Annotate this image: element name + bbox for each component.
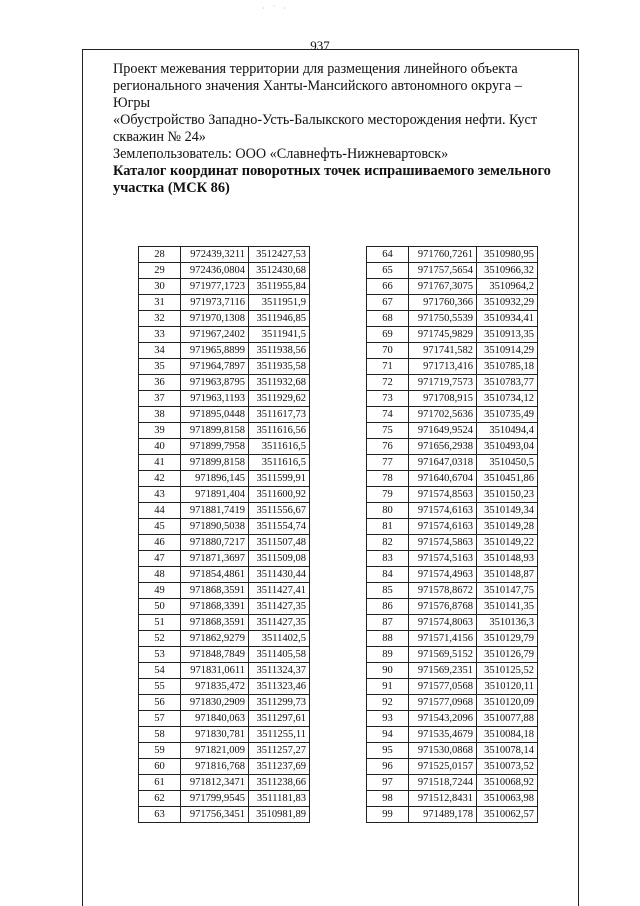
- point-number-cell: 62: [139, 791, 181, 807]
- y-coordinate-cell: 3511255,11: [249, 727, 310, 743]
- table-row: [367, 343, 538, 359]
- y-coordinate-cell: 3510913,35: [477, 327, 538, 343]
- x-coordinate-cell: 971512,8431: [409, 791, 477, 807]
- x-coordinate-cell: 971899,8158: [181, 455, 249, 471]
- table-row: [367, 503, 538, 519]
- catalog-title: Каталог координат поворотных точек испрашиваемого земельного участка (МСК 86): [113, 163, 551, 196]
- y-coordinate-cell: 3510147,75: [477, 583, 538, 599]
- point-number-cell: 75: [367, 423, 409, 439]
- y-coordinate-cell: 3510149,34: [477, 503, 538, 519]
- y-coordinate-cell: 3510980,95: [477, 247, 538, 263]
- point-number-cell: 44: [139, 503, 181, 519]
- x-coordinate-cell: 971719,7573: [409, 375, 477, 391]
- table-row: [367, 807, 538, 823]
- point-number-cell: 93: [367, 711, 409, 727]
- point-number-cell: 77: [367, 455, 409, 471]
- y-coordinate-cell: 3511600,92: [249, 487, 310, 503]
- table-row: [139, 247, 310, 263]
- table-row: [367, 327, 538, 343]
- table-row: [139, 695, 310, 711]
- point-number-cell: 58: [139, 727, 181, 743]
- point-number-cell: 32: [139, 311, 181, 327]
- table-row: [367, 295, 538, 311]
- point-number-cell: 84: [367, 567, 409, 583]
- x-coordinate-cell: 971963,1193: [181, 391, 249, 407]
- x-coordinate-cell: 971970,1308: [181, 311, 249, 327]
- point-number-cell: 70: [367, 343, 409, 359]
- y-coordinate-cell: 3510126,79: [477, 647, 538, 663]
- x-coordinate-cell: 971899,8158: [181, 423, 249, 439]
- table-row: [139, 455, 310, 471]
- table-row: [367, 471, 538, 487]
- y-coordinate-cell: 3510149,22: [477, 535, 538, 551]
- table-row: [139, 487, 310, 503]
- point-number-cell: 98: [367, 791, 409, 807]
- y-coordinate-cell: 3511507,48: [249, 535, 310, 551]
- y-coordinate-cell: 3511932,68: [249, 375, 310, 391]
- y-coordinate-cell: 3510494,4: [477, 423, 538, 439]
- y-coordinate-cell: 3510120,09: [477, 695, 538, 711]
- point-number-cell: 76: [367, 439, 409, 455]
- table-row: [367, 423, 538, 439]
- table-row: [139, 711, 310, 727]
- table-row: [139, 551, 310, 567]
- x-coordinate-cell: 971489,178: [409, 807, 477, 823]
- y-coordinate-cell: 3511946,85: [249, 311, 310, 327]
- point-number-cell: 69: [367, 327, 409, 343]
- point-number-cell: 72: [367, 375, 409, 391]
- y-coordinate-cell: 3510150,23: [477, 487, 538, 503]
- table-row: [367, 775, 538, 791]
- x-coordinate-cell: 971708,915: [409, 391, 477, 407]
- y-coordinate-cell: 3510062,57: [477, 807, 538, 823]
- table-row: [367, 599, 538, 615]
- x-coordinate-cell: 971543,2096: [409, 711, 477, 727]
- point-number-cell: 52: [139, 631, 181, 647]
- table-row: [139, 423, 310, 439]
- point-number-cell: 46: [139, 535, 181, 551]
- point-number-cell: 41: [139, 455, 181, 471]
- y-coordinate-cell: 3511299,73: [249, 695, 310, 711]
- x-coordinate-cell: 971574,6163: [409, 503, 477, 519]
- table-row: [367, 359, 538, 375]
- table-row: [139, 535, 310, 551]
- table-row: [367, 311, 538, 327]
- y-coordinate-cell: 3510735,49: [477, 407, 538, 423]
- table-row: [139, 599, 310, 615]
- point-number-cell: 38: [139, 407, 181, 423]
- table-row: [139, 391, 310, 407]
- point-number-cell: 78: [367, 471, 409, 487]
- x-coordinate-cell: 971848,7849: [181, 647, 249, 663]
- x-coordinate-cell: 971647,0318: [409, 455, 477, 471]
- x-coordinate-cell: 971964,7897: [181, 359, 249, 375]
- table-row: [139, 743, 310, 759]
- table-row: [139, 311, 310, 327]
- y-coordinate-cell: 3510073,52: [477, 759, 538, 775]
- table-row: [367, 727, 538, 743]
- x-coordinate-cell: 971576,8768: [409, 599, 477, 615]
- table-row: [139, 807, 310, 823]
- x-coordinate-cell: 971868,3591: [181, 583, 249, 599]
- table-row: [367, 711, 538, 727]
- table-row: [367, 663, 538, 679]
- point-number-cell: 99: [367, 807, 409, 823]
- y-coordinate-cell: 3511929,62: [249, 391, 310, 407]
- y-coordinate-cell: 3510734,12: [477, 391, 538, 407]
- x-coordinate-cell: 971868,3591: [181, 615, 249, 631]
- x-coordinate-cell: 971702,5636: [409, 407, 477, 423]
- point-number-cell: 29: [139, 263, 181, 279]
- x-coordinate-cell: 971518,7244: [409, 775, 477, 791]
- point-number-cell: 45: [139, 519, 181, 535]
- y-coordinate-cell: 3511324,37: [249, 663, 310, 679]
- y-coordinate-cell: 3510129,79: [477, 631, 538, 647]
- table-row: [367, 375, 538, 391]
- y-coordinate-cell: 3511181,83: [249, 791, 310, 807]
- x-coordinate-cell: 971965,8899: [181, 343, 249, 359]
- y-coordinate-cell: 3511617,73: [249, 407, 310, 423]
- table-row: [367, 263, 538, 279]
- table-row: [367, 759, 538, 775]
- header-line: регионального значения Ханты-Мансийского автономного округа – Югры: [113, 78, 522, 111]
- x-coordinate-cell: 971767,3075: [409, 279, 477, 295]
- y-coordinate-cell: 3510148,87: [477, 567, 538, 583]
- x-coordinate-cell: 971569,2351: [409, 663, 477, 679]
- table-row: [367, 679, 538, 695]
- y-coordinate-cell: 3512427,53: [249, 247, 310, 263]
- y-coordinate-cell: 3511955,84: [249, 279, 310, 295]
- y-coordinate-cell: 3511616,56: [249, 423, 310, 439]
- table-row: [367, 487, 538, 503]
- point-number-cell: 66: [367, 279, 409, 295]
- table-row: [139, 759, 310, 775]
- point-number-cell: 50: [139, 599, 181, 615]
- x-coordinate-cell: 972436,0804: [181, 263, 249, 279]
- y-coordinate-cell: 3510450,5: [477, 455, 538, 471]
- y-coordinate-cell: 3510141,35: [477, 599, 538, 615]
- point-number-cell: 31: [139, 295, 181, 311]
- table-row: [367, 615, 538, 631]
- x-coordinate-cell: 971831,0611: [181, 663, 249, 679]
- x-coordinate-cell: 971967,2402: [181, 327, 249, 343]
- point-number-cell: 55: [139, 679, 181, 695]
- coordinates-table-right: [366, 246, 538, 823]
- table-row: [139, 471, 310, 487]
- y-coordinate-cell: 3511427,35: [249, 615, 310, 631]
- point-number-cell: 49: [139, 583, 181, 599]
- x-coordinate-cell: 971535,4679: [409, 727, 477, 743]
- y-coordinate-cell: 3511257,27: [249, 743, 310, 759]
- table-row: [367, 279, 538, 295]
- table-row: [139, 407, 310, 423]
- x-coordinate-cell: 971896,145: [181, 471, 249, 487]
- x-coordinate-cell: 971574,8063: [409, 615, 477, 631]
- x-coordinate-cell: 971812,3471: [181, 775, 249, 791]
- table-row: [367, 583, 538, 599]
- point-number-cell: 54: [139, 663, 181, 679]
- x-coordinate-cell: 971862,9279: [181, 631, 249, 647]
- table-row: [367, 551, 538, 567]
- x-coordinate-cell: 971571,4156: [409, 631, 477, 647]
- point-number-cell: 73: [367, 391, 409, 407]
- coordinates-table-left: [138, 246, 310, 823]
- point-number-cell: 81: [367, 519, 409, 535]
- table-row: [367, 791, 538, 807]
- x-coordinate-cell: 971821,009: [181, 743, 249, 759]
- x-coordinate-cell: 971741,582: [409, 343, 477, 359]
- x-coordinate-cell: 971899,7958: [181, 439, 249, 455]
- table-row: [367, 439, 538, 455]
- point-number-cell: 63: [139, 807, 181, 823]
- point-number-cell: 86: [367, 599, 409, 615]
- x-coordinate-cell: 971835,472: [181, 679, 249, 695]
- y-coordinate-cell: 3510077,88: [477, 711, 538, 727]
- x-coordinate-cell: 971799,9545: [181, 791, 249, 807]
- y-coordinate-cell: 3511938,56: [249, 343, 310, 359]
- point-number-cell: 40: [139, 439, 181, 455]
- x-coordinate-cell: 971756,3451: [181, 807, 249, 823]
- y-coordinate-cell: 3510964,2: [477, 279, 538, 295]
- table-row: [139, 503, 310, 519]
- table-row: [139, 263, 310, 279]
- point-number-cell: 53: [139, 647, 181, 663]
- header-line: скважин № 24»: [113, 129, 206, 145]
- table-row: [367, 743, 538, 759]
- point-number-cell: 43: [139, 487, 181, 503]
- y-coordinate-cell: 3510493,04: [477, 439, 538, 455]
- table-row: [139, 567, 310, 583]
- point-number-cell: 89: [367, 647, 409, 663]
- x-coordinate-cell: 971649,9524: [409, 423, 477, 439]
- y-coordinate-cell: 3511554,74: [249, 519, 310, 535]
- header-line: «Обустройство Западно-Усть-Балыкского месторождения нефти. Куст: [113, 112, 538, 128]
- table-row: [139, 583, 310, 599]
- y-coordinate-cell: 3510981,89: [249, 807, 310, 823]
- point-number-cell: 82: [367, 535, 409, 551]
- table-row: [139, 663, 310, 679]
- x-coordinate-cell: 971750,5539: [409, 311, 477, 327]
- x-coordinate-cell: 971871,3697: [181, 551, 249, 567]
- y-coordinate-cell: 3511402,5: [249, 631, 310, 647]
- y-coordinate-cell: 3510125,52: [477, 663, 538, 679]
- table-row: [367, 535, 538, 551]
- y-coordinate-cell: 3511941,5: [249, 327, 310, 343]
- x-coordinate-cell: 972439,3211: [181, 247, 249, 263]
- x-coordinate-cell: 971816,768: [181, 759, 249, 775]
- table-row: [139, 791, 310, 807]
- y-coordinate-cell: 3511323,46: [249, 679, 310, 695]
- table-row: [139, 727, 310, 743]
- point-number-cell: 64: [367, 247, 409, 263]
- table-row: [139, 615, 310, 631]
- y-coordinate-cell: 3510084,18: [477, 727, 538, 743]
- y-coordinate-cell: 3510966,32: [477, 263, 538, 279]
- point-number-cell: 88: [367, 631, 409, 647]
- point-number-cell: 65: [367, 263, 409, 279]
- y-coordinate-cell: 3510148,93: [477, 551, 538, 567]
- y-coordinate-cell: 3511616,5: [249, 455, 310, 471]
- point-number-cell: 48: [139, 567, 181, 583]
- point-number-cell: 94: [367, 727, 409, 743]
- x-coordinate-cell: 971963,8795: [181, 375, 249, 391]
- table-row: [139, 279, 310, 295]
- land-user-line: Землепользователь: ООО «Славнефть-Нижневартовск»: [113, 146, 449, 162]
- point-number-cell: 67: [367, 295, 409, 311]
- point-number-cell: 28: [139, 247, 181, 263]
- table-row: [139, 375, 310, 391]
- x-coordinate-cell: 971656,2938: [409, 439, 477, 455]
- table-row: [367, 647, 538, 663]
- y-coordinate-cell: 3510136,3: [477, 615, 538, 631]
- x-coordinate-cell: 971574,4963: [409, 567, 477, 583]
- table-row: [139, 631, 310, 647]
- y-coordinate-cell: 3512430,68: [249, 263, 310, 279]
- table-row: [367, 391, 538, 407]
- point-number-cell: 56: [139, 695, 181, 711]
- y-coordinate-cell: 3510063,98: [477, 791, 538, 807]
- table-row: [367, 695, 538, 711]
- table-row: [139, 439, 310, 455]
- table-row: [139, 679, 310, 695]
- point-number-cell: 83: [367, 551, 409, 567]
- point-number-cell: 95: [367, 743, 409, 759]
- x-coordinate-cell: 971713,416: [409, 359, 477, 375]
- x-coordinate-cell: 971757,5654: [409, 263, 477, 279]
- point-number-cell: 74: [367, 407, 409, 423]
- y-coordinate-cell: 3511237,69: [249, 759, 310, 775]
- table-row: [367, 519, 538, 535]
- x-coordinate-cell: 971895,0448: [181, 407, 249, 423]
- header-line: Проект межевания территории для размещения линейного объекта: [113, 61, 518, 77]
- x-coordinate-cell: 971854,4861: [181, 567, 249, 583]
- table-row: [139, 343, 310, 359]
- y-coordinate-cell: 3511509,08: [249, 551, 310, 567]
- point-number-cell: 60: [139, 759, 181, 775]
- y-coordinate-cell: 3510932,29: [477, 295, 538, 311]
- point-number-cell: 51: [139, 615, 181, 631]
- point-number-cell: 36: [139, 375, 181, 391]
- x-coordinate-cell: 971973,7116: [181, 295, 249, 311]
- table-row: [367, 455, 538, 471]
- x-coordinate-cell: 971977,1723: [181, 279, 249, 295]
- point-number-cell: 57: [139, 711, 181, 727]
- x-coordinate-cell: 971881,7419: [181, 503, 249, 519]
- x-coordinate-cell: 971760,366: [409, 295, 477, 311]
- x-coordinate-cell: 971530,0868: [409, 743, 477, 759]
- point-number-cell: 47: [139, 551, 181, 567]
- x-coordinate-cell: 971891,404: [181, 487, 249, 503]
- x-coordinate-cell: 971574,8563: [409, 487, 477, 503]
- y-coordinate-cell: 3511427,35: [249, 599, 310, 615]
- point-number-cell: 87: [367, 615, 409, 631]
- y-coordinate-cell: 3510914,29: [477, 343, 538, 359]
- y-coordinate-cell: 3511238,66: [249, 775, 310, 791]
- table-row: [367, 631, 538, 647]
- scan-artifact: · ˙ ·: [262, 4, 289, 13]
- table-row: [139, 327, 310, 343]
- y-coordinate-cell: 3510078,14: [477, 743, 538, 759]
- x-coordinate-cell: 971868,3391: [181, 599, 249, 615]
- point-number-cell: 96: [367, 759, 409, 775]
- point-number-cell: 33: [139, 327, 181, 343]
- x-coordinate-cell: 971577,0568: [409, 679, 477, 695]
- page-number: 937: [310, 38, 330, 53]
- document-header: [113, 61, 553, 163]
- y-coordinate-cell: 3511935,58: [249, 359, 310, 375]
- y-coordinate-cell: 3510783,77: [477, 375, 538, 391]
- point-number-cell: 90: [367, 663, 409, 679]
- x-coordinate-cell: 971880,7217: [181, 535, 249, 551]
- y-coordinate-cell: 3511951,9: [249, 295, 310, 311]
- point-number-cell: 80: [367, 503, 409, 519]
- x-coordinate-cell: 971890,5038: [181, 519, 249, 535]
- point-number-cell: 42: [139, 471, 181, 487]
- point-number-cell: 37: [139, 391, 181, 407]
- table-row: [367, 407, 538, 423]
- x-coordinate-cell: 971574,5163: [409, 551, 477, 567]
- y-coordinate-cell: 3511430,44: [249, 567, 310, 583]
- y-coordinate-cell: 3510068,92: [477, 775, 538, 791]
- y-coordinate-cell: 3511616,5: [249, 439, 310, 455]
- point-number-cell: 34: [139, 343, 181, 359]
- point-number-cell: 97: [367, 775, 409, 791]
- x-coordinate-cell: 971569,5152: [409, 647, 477, 663]
- y-coordinate-cell: 3510934,41: [477, 311, 538, 327]
- table-row: [139, 359, 310, 375]
- point-number-cell: 91: [367, 679, 409, 695]
- point-number-cell: 79: [367, 487, 409, 503]
- y-coordinate-cell: 3511599,91: [249, 471, 310, 487]
- x-coordinate-cell: 971745,9829: [409, 327, 477, 343]
- point-number-cell: 30: [139, 279, 181, 295]
- point-number-cell: 92: [367, 695, 409, 711]
- y-coordinate-cell: 3511556,67: [249, 503, 310, 519]
- x-coordinate-cell: 971640,6704: [409, 471, 477, 487]
- point-number-cell: 85: [367, 583, 409, 599]
- point-number-cell: 59: [139, 743, 181, 759]
- x-coordinate-cell: 971525,0157: [409, 759, 477, 775]
- y-coordinate-cell: 3510149,28: [477, 519, 538, 535]
- x-coordinate-cell: 971577,0968: [409, 695, 477, 711]
- point-number-cell: 35: [139, 359, 181, 375]
- point-number-cell: 61: [139, 775, 181, 791]
- y-coordinate-cell: 3511405,58: [249, 647, 310, 663]
- table-row: [139, 295, 310, 311]
- x-coordinate-cell: 971830,781: [181, 727, 249, 743]
- y-coordinate-cell: 3511297,61: [249, 711, 310, 727]
- x-coordinate-cell: 971574,5863: [409, 535, 477, 551]
- table-row: [139, 519, 310, 535]
- y-coordinate-cell: 3511427,41: [249, 583, 310, 599]
- point-number-cell: 68: [367, 311, 409, 327]
- x-coordinate-cell: 971578,8672: [409, 583, 477, 599]
- table-row: [139, 647, 310, 663]
- y-coordinate-cell: 3510120,11: [477, 679, 538, 695]
- table-row: [367, 247, 538, 263]
- x-coordinate-cell: 971830,2909: [181, 695, 249, 711]
- point-number-cell: 39: [139, 423, 181, 439]
- x-coordinate-cell: 971840,063: [181, 711, 249, 727]
- y-coordinate-cell: 3510451,86: [477, 471, 538, 487]
- table-row: [139, 775, 310, 791]
- x-coordinate-cell: 971760,7261: [409, 247, 477, 263]
- point-number-cell: 71: [367, 359, 409, 375]
- y-coordinate-cell: 3510785,18: [477, 359, 538, 375]
- x-coordinate-cell: 971574,6163: [409, 519, 477, 535]
- table-row: [367, 567, 538, 583]
